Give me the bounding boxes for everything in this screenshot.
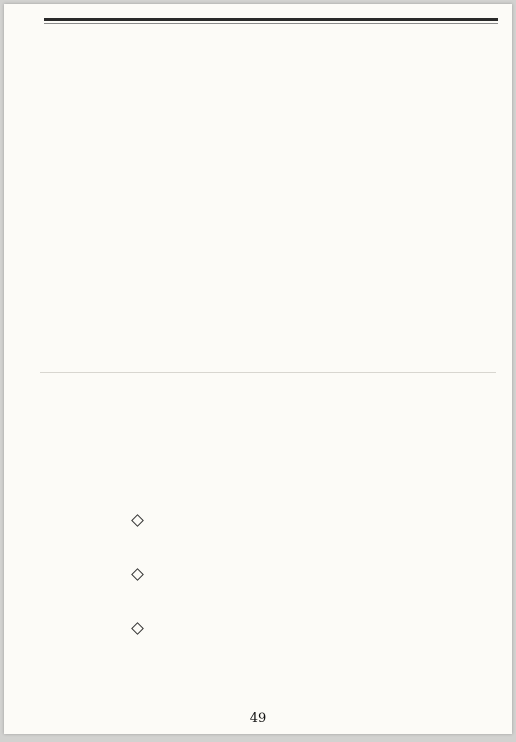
page-number: 49 <box>249 711 267 726</box>
top-rule <box>44 18 498 21</box>
column-divider <box>40 372 496 373</box>
document-page <box>4 4 512 734</box>
text-region <box>40 32 496 698</box>
